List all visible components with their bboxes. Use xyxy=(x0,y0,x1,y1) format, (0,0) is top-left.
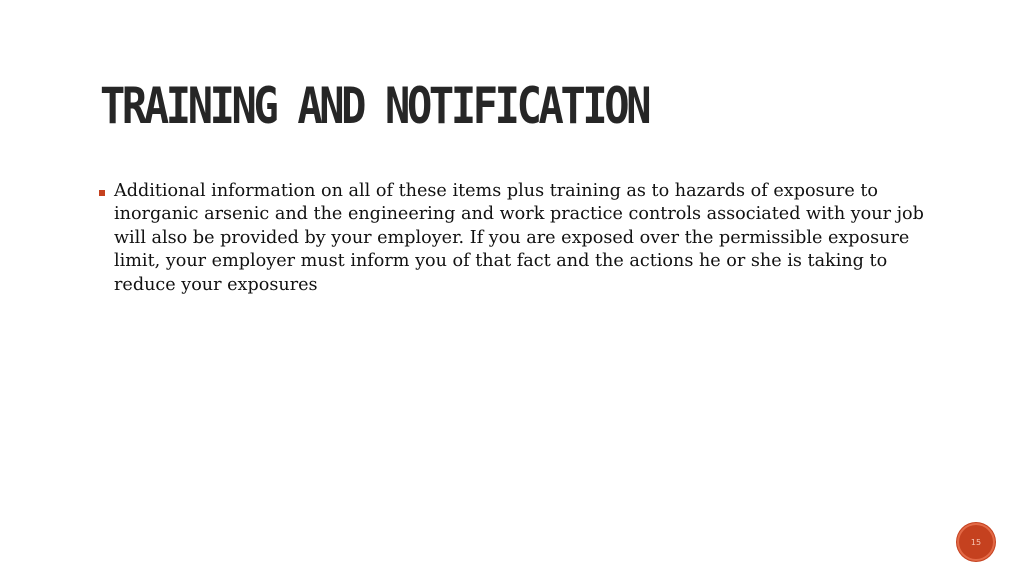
bullet-text: Additional information on all of these items plus training as to hazards of exposure to inorganic arsenic and the engineering and work practice controls associated with your job will also be provided by your employer. If you are exposed over the permissible exposure limit, your employer must inform you of that fact and the actions he or she is taking to reduce your exposures xyxy=(114,181,924,295)
square-bullet-icon xyxy=(99,190,105,196)
page-number-badge xyxy=(957,523,995,561)
slide-body xyxy=(96,180,926,297)
page-number: 15 xyxy=(970,537,982,547)
bullet-item xyxy=(96,180,926,297)
slide-title: TRAINING AND NOTIFICATION xyxy=(100,77,649,135)
